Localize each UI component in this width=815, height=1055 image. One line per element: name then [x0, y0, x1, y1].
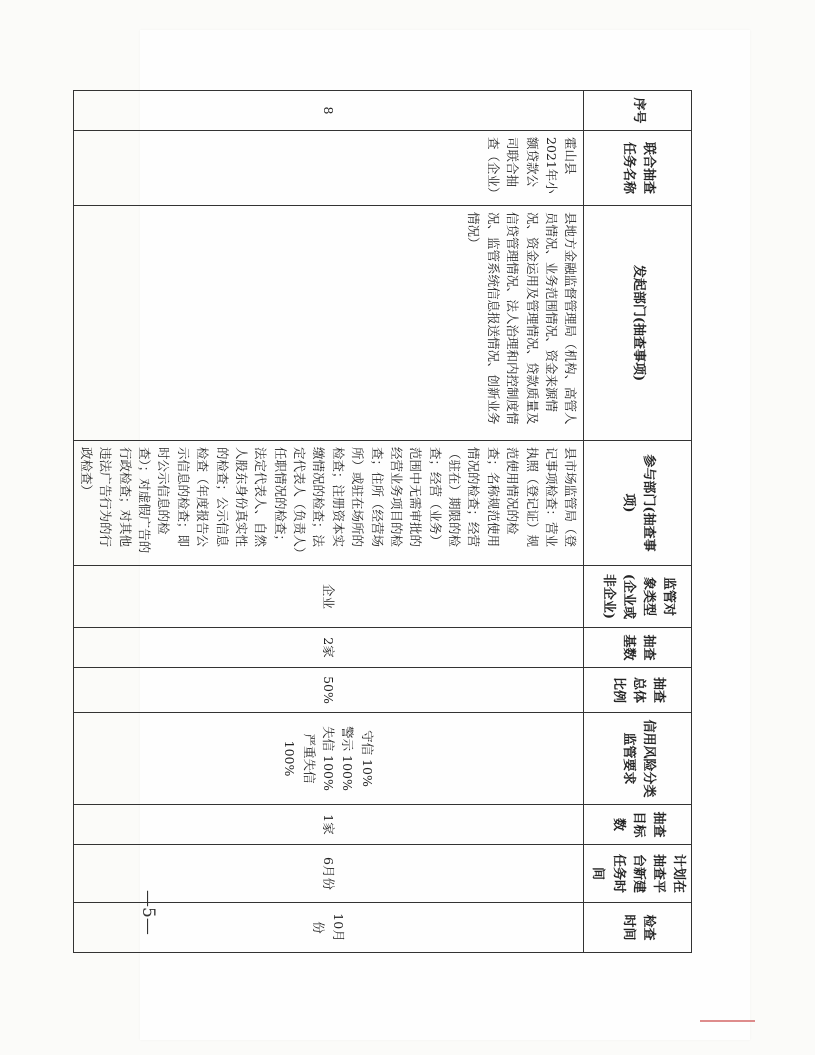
header-check-time: 检查时间 — [584, 903, 692, 953]
header-ratio: 抽查总体比例 — [584, 668, 692, 713]
scan-mark — [700, 1020, 755, 1022]
credit-level-seriously-untrustworthy: 严重失信 100% — [282, 733, 317, 784]
cell-credit — [73, 713, 584, 805]
credit-level-warning: 警示 100% — [340, 726, 356, 791]
header-object-type: 监管对象类型(企业或非企业) — [584, 566, 692, 628]
cell-plan-time: 6月份 — [73, 845, 584, 903]
header-row — [584, 91, 692, 953]
header-target: 抽查目标数 — [584, 805, 692, 845]
cell-seq: 8 — [73, 91, 584, 131]
cell-target: 1家 — [73, 805, 584, 845]
inspection-table — [73, 90, 692, 953]
cell-participant: 县市场监管局（登记事项检查：营业执照（登记证）规范使用情况的检查；名称规范使用情况的检查；经营（驻在）期限的检查；经营（业务）范围中无需审批的经营业务项目的检查；住所（经营场所）或驻在场所的检查；注册资本实缴情况的检查；法定代表人（负责人）任职情况的检查；法定代表人、自然人股东身份真实性的检查；公示信息检查（年度报告公示信息的检查；即时公示信息的检查）；对虚假广告的行政检查；对其他违法广告行为的行政检查） — [73, 441, 584, 566]
page-number: —5— — [138, 890, 158, 935]
cell-check-time: 10月份 — [73, 903, 584, 953]
credit-level-trustworthy: 守信 10% — [359, 730, 375, 787]
header-initiator: 发起部门(抽查事项) — [584, 206, 692, 441]
header-count: 抽查基数 — [584, 628, 692, 668]
cell-initiator: 县地方金融监督管理局（机构、高管人员情况、业务范围情况、资金来源情况、资金运用及管理情况、贷款质量及信贷管理情况、法人治理和内控制度情况、监管系统信息报送情况、创新业务情况） — [73, 206, 584, 441]
cell-object-type: 企业 — [73, 566, 584, 628]
inspection-table-rotated — [78, 90, 692, 952]
header-seq: 序号 — [584, 91, 692, 131]
cell-count: 2家 — [73, 628, 584, 668]
cell-task-name: 霍山县2021年小额贷款公司联合抽查（企业） — [73, 131, 584, 206]
header-plan-time: 计划在抽查平台新建任务时间 — [584, 845, 692, 903]
header-task-name: 联合抽查任务名称 — [584, 131, 692, 206]
cell-ratio: 50% — [73, 668, 584, 713]
header-participant: 参与部门(抽查事项) — [584, 441, 692, 566]
credit-level-untrustworthy: 失信 100% — [321, 726, 337, 791]
header-credit: 信用风险分类监管要求 — [584, 713, 692, 805]
table-row — [73, 91, 584, 953]
